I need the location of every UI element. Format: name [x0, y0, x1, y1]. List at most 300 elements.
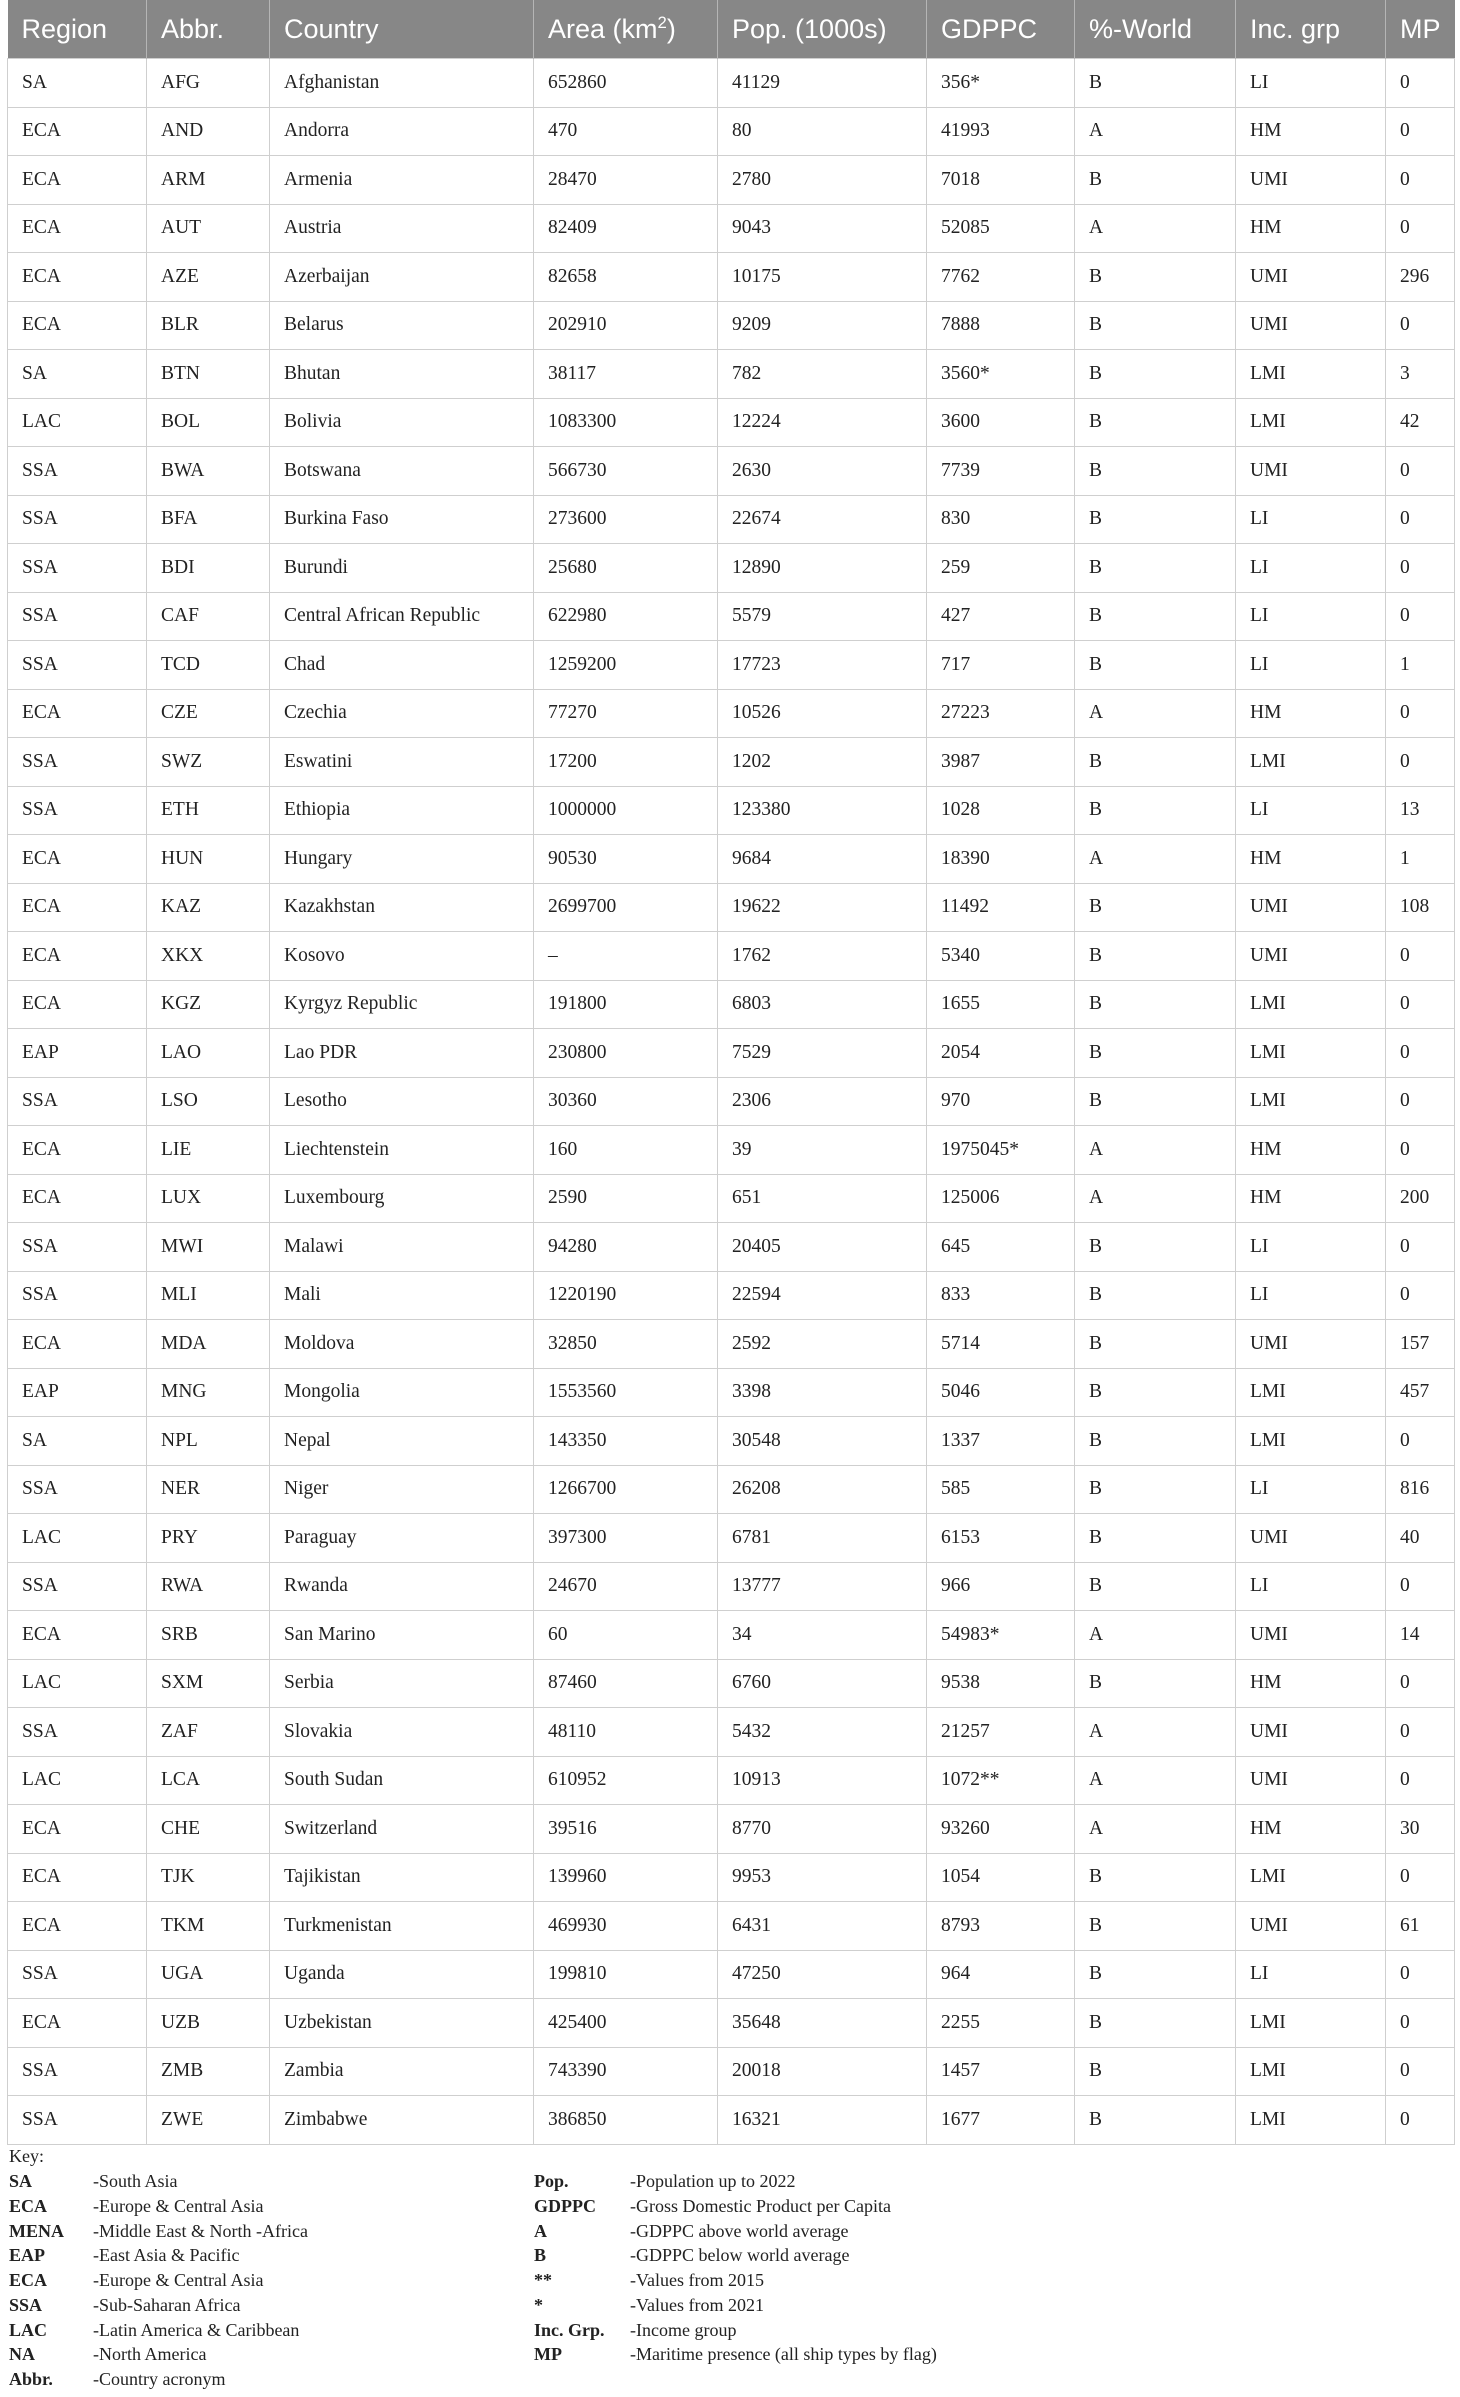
cell-world: B [1075, 1999, 1236, 2048]
table-body [8, 59, 1455, 2145]
cell-abbr: MDA [147, 1320, 270, 1369]
cell-population: 5432 [718, 1708, 927, 1757]
cell-mp: 0 [1386, 689, 1455, 738]
cell-world: B [1075, 1417, 1236, 1466]
table-row [8, 1999, 1455, 2048]
cell-country: Zimbabwe [270, 2096, 534, 2145]
cell-country: Botswana [270, 447, 534, 496]
cell-abbr: TCD [147, 641, 270, 690]
cell-region: SA [8, 1417, 147, 1466]
cell-area: 48110 [534, 1708, 718, 1757]
table-row [8, 156, 1455, 205]
cell-country: Armenia [270, 156, 534, 205]
cell-country: Luxembourg [270, 1174, 534, 1223]
cell-country: Turkmenistan [270, 1902, 534, 1951]
cell-country: Malawi [270, 1223, 534, 1272]
cell-region: SSA [8, 1562, 147, 1611]
cell-mp: 0 [1386, 544, 1455, 593]
cell-income-group: HM [1236, 107, 1386, 156]
cell-region: SSA [8, 1271, 147, 1320]
header-area-superscript: 2 [657, 13, 667, 32]
cell-abbr: AND [147, 107, 270, 156]
key-description: -GDPPC above world average [630, 2220, 849, 2241]
cell-abbr: BWA [147, 447, 270, 496]
cell-gdppc: 52085 [927, 204, 1075, 253]
cell-area: 610952 [534, 1756, 718, 1805]
cell-mp: 0 [1386, 495, 1455, 544]
key-description: -Values from 2015 [630, 2270, 764, 2290]
key-description: -Income group [630, 2319, 737, 2340]
cell-mp: 14 [1386, 1611, 1455, 1660]
table-key [9, 2144, 1449, 2392]
cell-abbr: MNG [147, 1368, 270, 1417]
cell-world: B [1075, 2096, 1236, 2145]
key-description: -Europe & Central Asia [93, 2270, 264, 2290]
cell-country: Bhutan [270, 350, 534, 399]
cell-population: 6760 [718, 1659, 927, 1708]
cell-area: 2699700 [534, 883, 718, 932]
cell-country: Belarus [270, 301, 534, 350]
table-row [8, 447, 1455, 496]
key-description: -Values from 2021 [630, 2294, 764, 2315]
cell-country: Lesotho [270, 1077, 534, 1126]
key-abbreviation: * [534, 2294, 543, 2315]
header-region: Region [8, 0, 147, 59]
cell-area: 1553560 [534, 1368, 718, 1417]
cell-mp: 0 [1386, 1223, 1455, 1272]
cell-world: B [1075, 932, 1236, 981]
cell-population: 123380 [718, 786, 927, 835]
cell-gdppc: 585 [927, 1465, 1075, 1514]
cell-population: 2630 [718, 447, 927, 496]
cell-region: SSA [8, 2096, 147, 2145]
key-abbreviation: LAC [9, 2319, 48, 2340]
table-row [8, 1465, 1455, 1514]
cell-gdppc: 27223 [927, 689, 1075, 738]
cell-population: 19622 [718, 883, 927, 932]
cell-area: 82658 [534, 253, 718, 302]
cell-abbr: LSO [147, 1077, 270, 1126]
cell-population: 8770 [718, 1805, 927, 1854]
cell-abbr: BDI [147, 544, 270, 593]
cell-country: Central African Republic [270, 592, 534, 641]
cell-mp: 40 [1386, 1514, 1455, 1563]
table-row [8, 1902, 1455, 1951]
cell-country: Mali [270, 1271, 534, 1320]
cell-gdppc: 3987 [927, 738, 1075, 787]
key-abbreviation: NA [9, 2344, 35, 2365]
cell-area: 652860 [534, 59, 718, 108]
cell-country: Mongolia [270, 1368, 534, 1417]
cell-area: 143350 [534, 1417, 718, 1466]
cell-region: ECA [8, 883, 147, 932]
cell-mp: 0 [1386, 1029, 1455, 1078]
cell-gdppc: 1337 [927, 1417, 1075, 1466]
cell-gdppc: 1975045* [927, 1126, 1075, 1175]
cell-gdppc: 1677 [927, 2096, 1075, 2145]
cell-abbr: AZE [147, 253, 270, 302]
cell-gdppc: 1028 [927, 786, 1075, 835]
cell-income-group: UMI [1236, 1902, 1386, 1951]
cell-region: ECA [8, 1999, 147, 2048]
cell-country: Burundi [270, 544, 534, 593]
cell-country: Kazakhstan [270, 883, 534, 932]
key-abbreviation: ECA [9, 2195, 48, 2216]
key-row [9, 2243, 1449, 2268]
key-description: -Population up to 2022 [630, 2171, 796, 2191]
table-row [8, 932, 1455, 981]
cell-income-group: UMI [1236, 883, 1386, 932]
cell-abbr: UZB [147, 1999, 270, 2048]
cell-abbr: HUN [147, 835, 270, 884]
cell-country: Azerbaijan [270, 253, 534, 302]
cell-region: ECA [8, 301, 147, 350]
cell-region: SSA [8, 1950, 147, 1999]
table-row [8, 1853, 1455, 1902]
header-world: %-World [1075, 0, 1236, 59]
cell-income-group: UMI [1236, 253, 1386, 302]
cell-world: A [1075, 1756, 1236, 1805]
cell-abbr: ZAF [147, 1708, 270, 1757]
table-row [8, 204, 1455, 253]
cell-area: 60 [534, 1611, 718, 1660]
cell-region: SSA [8, 738, 147, 787]
cell-income-group: LMI [1236, 2096, 1386, 2145]
cell-abbr: SXM [147, 1659, 270, 1708]
table-row [8, 1417, 1455, 1466]
cell-world: B [1075, 1223, 1236, 1272]
cell-abbr: ZWE [147, 2096, 270, 2145]
key-row [9, 2268, 1449, 2293]
table-row [8, 592, 1455, 641]
key-row [9, 2342, 1449, 2367]
cell-population: 6803 [718, 980, 927, 1029]
table-row [8, 1320, 1455, 1369]
table-row [8, 1223, 1455, 1272]
key-description: -Gross Domestic Product per Capita [630, 2195, 891, 2216]
cell-abbr: CAF [147, 592, 270, 641]
cell-income-group: LMI [1236, 350, 1386, 399]
cell-world: B [1075, 495, 1236, 544]
cell-mp: 0 [1386, 1271, 1455, 1320]
cell-population: 3398 [718, 1368, 927, 1417]
table-row [8, 1126, 1455, 1175]
table-row [8, 495, 1455, 544]
table-row [8, 2096, 1455, 2145]
cell-region: ECA [8, 253, 147, 302]
key-row [9, 2169, 1449, 2194]
cell-population: 22674 [718, 495, 927, 544]
cell-income-group: LI [1236, 1465, 1386, 1514]
cell-world: B [1075, 1853, 1236, 1902]
cell-mp: 0 [1386, 1756, 1455, 1805]
cell-population: 1202 [718, 738, 927, 787]
cell-country: Paraguay [270, 1514, 534, 1563]
cell-mp: 0 [1386, 738, 1455, 787]
cell-gdppc: 833 [927, 1271, 1075, 1320]
cell-area: 38117 [534, 350, 718, 399]
cell-area: 1220190 [534, 1271, 718, 1320]
cell-population: 17723 [718, 641, 927, 690]
table-row [8, 2047, 1455, 2096]
cell-region: ECA [8, 156, 147, 205]
cell-region: SSA [8, 786, 147, 835]
cell-country: Hungary [270, 835, 534, 884]
cell-world: B [1075, 1950, 1236, 1999]
cell-abbr: RWA [147, 1562, 270, 1611]
data-table-container [7, 0, 1454, 2145]
cell-world: B [1075, 1029, 1236, 1078]
key-description: -Sub-Saharan Africa [93, 2294, 241, 2315]
cell-world: B [1075, 738, 1236, 787]
cell-area: 1000000 [534, 786, 718, 835]
table-row [8, 641, 1455, 690]
key-description: -Country acronym [93, 2369, 226, 2389]
cell-world: B [1075, 1368, 1236, 1417]
cell-income-group: LMI [1236, 1853, 1386, 1902]
cell-area: 191800 [534, 980, 718, 1029]
key-description: -Middle East & North -Africa [93, 2220, 308, 2241]
cell-abbr: SRB [147, 1611, 270, 1660]
table-row [8, 398, 1455, 447]
cell-world: A [1075, 689, 1236, 738]
key-abbreviation: ** [534, 2270, 552, 2290]
cell-income-group: LI [1236, 786, 1386, 835]
cell-area: 469930 [534, 1902, 718, 1951]
table-row [8, 738, 1455, 787]
cell-income-group: UMI [1236, 447, 1386, 496]
key-abbreviation: Pop. [534, 2171, 569, 2191]
key-abbreviation: MP [534, 2344, 562, 2365]
cell-world: B [1075, 1902, 1236, 1951]
cell-population: 20405 [718, 1223, 927, 1272]
cell-population: 9209 [718, 301, 927, 350]
cell-abbr: BOL [147, 398, 270, 447]
cell-gdppc: 5046 [927, 1368, 1075, 1417]
cell-mp: 0 [1386, 1562, 1455, 1611]
cell-region: ECA [8, 1126, 147, 1175]
cell-world: B [1075, 1271, 1236, 1320]
cell-income-group: LMI [1236, 980, 1386, 1029]
cell-population: 20018 [718, 2047, 927, 2096]
cell-region: EAP [8, 1029, 147, 1078]
cell-world: B [1075, 786, 1236, 835]
key-row [9, 2219, 1449, 2244]
table-row [8, 1611, 1455, 1660]
cell-income-group: LMI [1236, 1368, 1386, 1417]
table-row [8, 1708, 1455, 1757]
cell-mp: 157 [1386, 1320, 1455, 1369]
key-abbreviation: GDPPC [534, 2195, 596, 2216]
header-population: Pop. (1000s) [718, 0, 927, 59]
cell-mp: 0 [1386, 2096, 1455, 2145]
cell-population: 12890 [718, 544, 927, 593]
cell-mp: 0 [1386, 301, 1455, 350]
cell-area: 1259200 [534, 641, 718, 690]
key-row [9, 2318, 1449, 2343]
cell-area: 386850 [534, 2096, 718, 2145]
cell-region: ECA [8, 1174, 147, 1223]
cell-area: 743390 [534, 2047, 718, 2096]
cell-world: B [1075, 156, 1236, 205]
cell-mp: 1 [1386, 641, 1455, 690]
cell-region: SSA [8, 1465, 147, 1514]
table-row [8, 835, 1455, 884]
cell-gdppc: 356* [927, 59, 1075, 108]
cell-population: 12224 [718, 398, 927, 447]
table-row [8, 253, 1455, 302]
cell-country: Rwanda [270, 1562, 534, 1611]
cell-world: B [1075, 1077, 1236, 1126]
header-income-group: Inc. grp [1236, 0, 1386, 59]
cell-abbr: KAZ [147, 883, 270, 932]
cell-mp: 0 [1386, 592, 1455, 641]
cell-population: 9043 [718, 204, 927, 253]
cell-country: Uganda [270, 1950, 534, 1999]
header-area-label: Area (km [548, 14, 658, 44]
cell-gdppc: 125006 [927, 1174, 1075, 1223]
cell-area: 24670 [534, 1562, 718, 1611]
cell-gdppc: 259 [927, 544, 1075, 593]
country-data-table [7, 0, 1455, 2145]
cell-region: SSA [8, 544, 147, 593]
key-description: -South Asia [93, 2171, 178, 2191]
cell-income-group: HM [1236, 1126, 1386, 1175]
cell-area: 32850 [534, 1320, 718, 1369]
cell-abbr: LCA [147, 1756, 270, 1805]
cell-abbr: MWI [147, 1223, 270, 1272]
cell-mp: 816 [1386, 1465, 1455, 1514]
cell-income-group: LI [1236, 1562, 1386, 1611]
cell-gdppc: 7739 [927, 447, 1075, 496]
cell-region: ECA [8, 1853, 147, 1902]
cell-income-group: LI [1236, 59, 1386, 108]
cell-region: LAC [8, 1756, 147, 1805]
cell-population: 41129 [718, 59, 927, 108]
cell-abbr: AUT [147, 204, 270, 253]
cell-area: 425400 [534, 1999, 718, 2048]
cell-gdppc: 11492 [927, 883, 1075, 932]
cell-country: Chad [270, 641, 534, 690]
key-abbreviation: ECA [9, 2270, 48, 2290]
cell-world: B [1075, 980, 1236, 1029]
cell-income-group: LI [1236, 544, 1386, 593]
cell-abbr: XKX [147, 932, 270, 981]
cell-region: SSA [8, 1077, 147, 1126]
cell-income-group: LMI [1236, 1029, 1386, 1078]
cell-region: SSA [8, 1223, 147, 1272]
cell-gdppc: 3560* [927, 350, 1075, 399]
cell-gdppc: 54983* [927, 1611, 1075, 1660]
cell-abbr: LUX [147, 1174, 270, 1223]
cell-gdppc: 5340 [927, 932, 1075, 981]
table-row [8, 1029, 1455, 1078]
cell-country: Andorra [270, 107, 534, 156]
cell-income-group: UMI [1236, 1756, 1386, 1805]
table-row [8, 1756, 1455, 1805]
cell-world: B [1075, 641, 1236, 690]
cell-gdppc: 41993 [927, 107, 1075, 156]
cell-country: Switzerland [270, 1805, 534, 1854]
cell-world: B [1075, 2047, 1236, 2096]
cell-income-group: HM [1236, 1174, 1386, 1223]
cell-mp: 0 [1386, 1708, 1455, 1757]
cell-country: Burkina Faso [270, 495, 534, 544]
table-header [8, 0, 1455, 59]
cell-gdppc: 717 [927, 641, 1075, 690]
cell-world: B [1075, 883, 1236, 932]
cell-population: 10913 [718, 1756, 927, 1805]
cell-region: ECA [8, 835, 147, 884]
cell-abbr: CZE [147, 689, 270, 738]
cell-region: SSA [8, 2047, 147, 2096]
cell-country: Niger [270, 1465, 534, 1514]
cell-income-group: UMI [1236, 1514, 1386, 1563]
header-gdppc: GDPPC [927, 0, 1075, 59]
table-row [8, 883, 1455, 932]
cell-population: 7529 [718, 1029, 927, 1078]
cell-region: LAC [8, 398, 147, 447]
key-description: -GDPPC below world average [630, 2245, 850, 2266]
cell-area: 566730 [534, 447, 718, 496]
cell-income-group: HM [1236, 835, 1386, 884]
cell-gdppc: 1072** [927, 1756, 1075, 1805]
cell-region: ECA [8, 1902, 147, 1951]
cell-area: 470 [534, 107, 718, 156]
cell-mp: 200 [1386, 1174, 1455, 1223]
cell-region: SSA [8, 641, 147, 690]
cell-gdppc: 18390 [927, 835, 1075, 884]
cell-gdppc: 7762 [927, 253, 1075, 302]
header-area [534, 0, 718, 59]
cell-country: Bolivia [270, 398, 534, 447]
cell-region: ECA [8, 980, 147, 1029]
cell-world: B [1075, 350, 1236, 399]
cell-mp: 108 [1386, 883, 1455, 932]
cell-country: Ethiopia [270, 786, 534, 835]
cell-population: 80 [718, 107, 927, 156]
cell-mp: 13 [1386, 786, 1455, 835]
cell-population: 10526 [718, 689, 927, 738]
cell-gdppc: 2255 [927, 1999, 1075, 2048]
key-description: -Europe & Central Asia [93, 2195, 264, 2216]
cell-world: B [1075, 1320, 1236, 1369]
cell-world: B [1075, 447, 1236, 496]
key-abbreviation: Inc. Grp. [534, 2319, 605, 2340]
cell-population: 6781 [718, 1514, 927, 1563]
key-abbreviation: EAP [9, 2245, 45, 2266]
table-row [8, 1368, 1455, 1417]
cell-world: B [1075, 301, 1236, 350]
cell-gdppc: 645 [927, 1223, 1075, 1272]
cell-country: South Sudan [270, 1756, 534, 1805]
cell-area: 82409 [534, 204, 718, 253]
cell-world: B [1075, 544, 1236, 593]
cell-population: 47250 [718, 1950, 927, 1999]
cell-world: B [1075, 1562, 1236, 1611]
cell-abbr: ZMB [147, 2047, 270, 2096]
cell-income-group: LI [1236, 495, 1386, 544]
cell-abbr: ARM [147, 156, 270, 205]
cell-mp: 0 [1386, 2047, 1455, 2096]
key-title: Key: [9, 2146, 44, 2166]
cell-mp: 3 [1386, 350, 1455, 399]
cell-abbr: TJK [147, 1853, 270, 1902]
cell-income-group: UMI [1236, 1708, 1386, 1757]
cell-population: 9953 [718, 1853, 927, 1902]
cell-mp: 0 [1386, 1077, 1455, 1126]
cell-income-group: HM [1236, 204, 1386, 253]
